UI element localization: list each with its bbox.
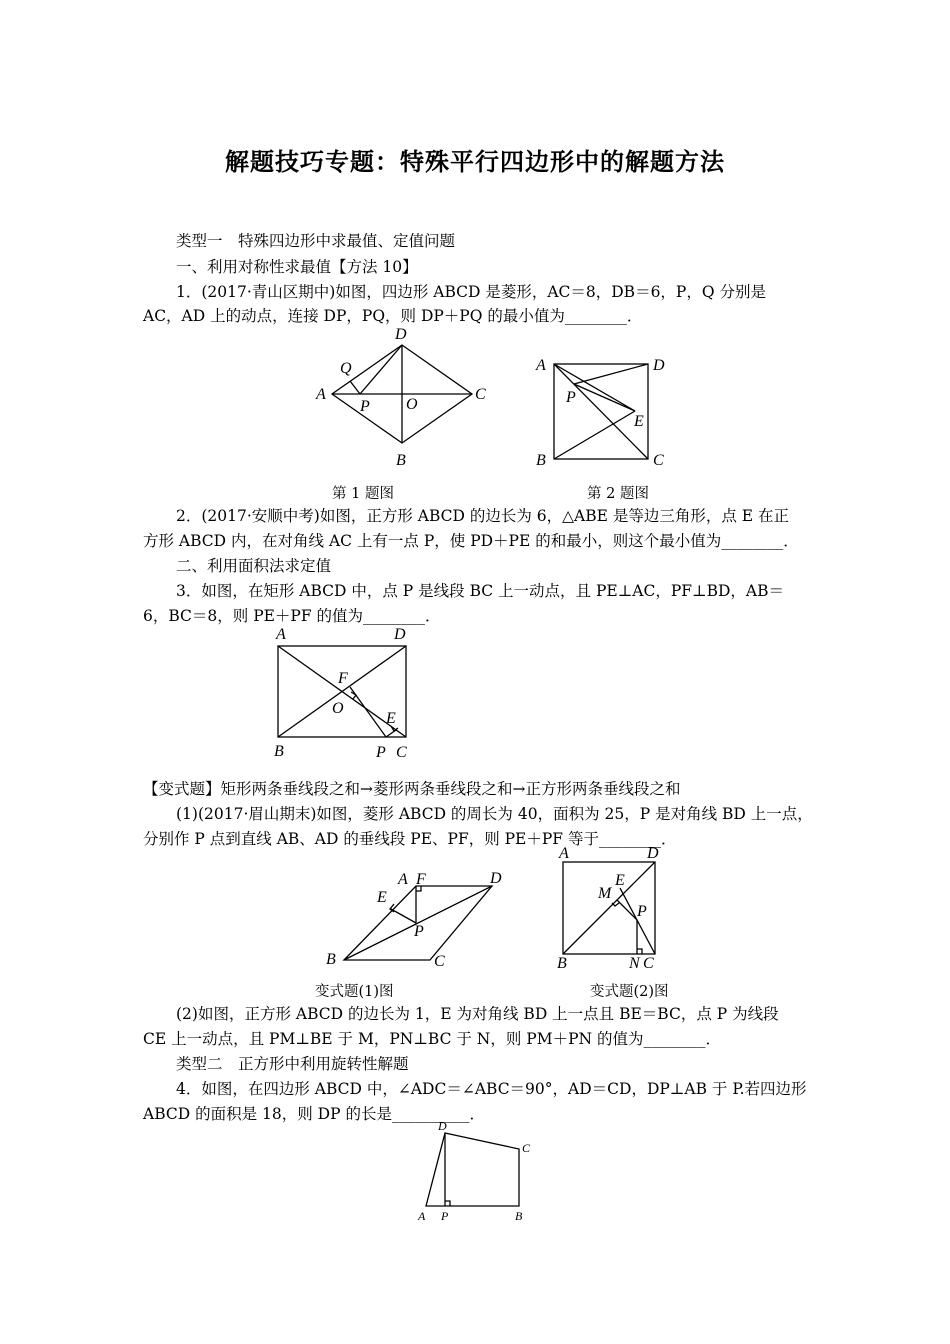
label-p: P <box>376 744 386 761</box>
question3-line1: 3．如图，在矩形 ABCD 中，点 P 是线段 BC 上一动点，且 PE⊥AC，PF⊥BD，AB＝ <box>176 582 785 600</box>
label-d: D <box>394 626 406 643</box>
variant1-line2: 分别作 P 点到直线 AB、AD 的垂线段 PE、PF，则 PE＋PF 等于________． <box>143 830 677 848</box>
label-e: E <box>386 710 396 727</box>
segment-pe <box>574 384 635 411</box>
question2-line2: 方形 ABCD 内，在对角线 AC 上有一点 P，使 PD＋PE 的和最小，则这个最小值为________． <box>143 532 799 550</box>
label-d: D <box>490 870 502 887</box>
label-q: Q <box>340 360 352 377</box>
right-angle-m <box>612 903 619 906</box>
question4-line1: 4．如图，在四边形 ABCD 中，∠ADC＝∠ABC＝90°，AD＝CD，DP⊥AB 于 P.若四边形 <box>176 1080 807 1098</box>
label-c: C <box>475 386 486 403</box>
right-angle-p <box>445 1201 450 1206</box>
quadrilateral-outline <box>426 1133 519 1206</box>
type2-heading: 类型二 正方形中利用旋转性解题 <box>176 1055 409 1073</box>
segment-dp <box>574 364 648 384</box>
label-m: M <box>598 885 612 902</box>
page-title: 解题技巧专题：特殊平行四边形中的解题方法 <box>225 147 725 176</box>
label-a: A <box>536 357 546 374</box>
label-d: D <box>653 357 665 374</box>
question1-line1: 1．(2017·青山区期中)如图，四边形 ABCD 是菱形，AC＝8，DB＝6，P，Q 分别是 <box>176 283 767 301</box>
question1-line2: AC，AD 上的动点，连接 DP，PQ，则 DP＋PQ 的最小值为________． <box>143 307 643 325</box>
label-c: C <box>522 1141 531 1155</box>
label-f: F <box>416 871 426 888</box>
segment-pq <box>350 381 360 394</box>
section1-heading: 一、利用对称性求最值【方法 10】 <box>176 258 418 276</box>
label-a: A <box>559 845 569 862</box>
segment-pe <box>391 909 416 923</box>
label-c: C <box>434 953 445 970</box>
label-c: C <box>643 955 654 972</box>
label-d: D <box>395 326 407 343</box>
label-o: O <box>406 396 418 413</box>
figure-2-square <box>530 350 680 475</box>
section2-heading: 二、利用面积法求定值 <box>176 557 332 575</box>
variant-figure-2-caption: 变式题(2)图 <box>590 984 669 1000</box>
right-angle-n <box>637 949 642 954</box>
figure-4-quadrilateral <box>410 1118 540 1228</box>
label-b: B <box>396 452 406 469</box>
label-a: A <box>276 626 286 643</box>
label-p: P <box>637 903 647 920</box>
label-a: A <box>316 386 326 403</box>
label-e: E <box>634 413 644 430</box>
label-b: B <box>536 452 546 469</box>
figure-2-caption: 第 2 题图 <box>587 486 649 502</box>
figure-3-rectangle <box>268 623 428 763</box>
label-n: N <box>629 955 640 972</box>
label-d: D <box>438 1119 447 1133</box>
type1-heading: 类型一 特殊四边形中求最值、定值问题 <box>176 232 456 250</box>
label-p: P <box>360 398 370 415</box>
label-p: P <box>441 1209 449 1223</box>
label-a: A <box>398 871 408 888</box>
label-b: B <box>557 955 567 972</box>
label-e: E <box>615 872 625 889</box>
label-o: O <box>332 700 344 717</box>
label-d: D <box>647 845 659 862</box>
label-a: A <box>418 1209 426 1223</box>
question4-line2: ABCD 的面积是 18，则 DP 的长是__________． <box>143 1105 485 1123</box>
label-e: E <box>377 889 387 906</box>
label-b: B <box>274 743 284 760</box>
variant1-line1: (1)(2017·眉山期末)如图，菱形 ABCD 的周长为 40，面积为 25，P 是对角线 BD 上一点， <box>176 805 813 823</box>
figure-1-rhombus <box>310 325 510 475</box>
variant-figure-1-caption: 变式题(1)图 <box>315 984 394 1000</box>
label-p: P <box>566 389 576 406</box>
label-c: C <box>396 744 407 761</box>
segment-be <box>554 411 635 459</box>
segment-pm <box>617 900 637 920</box>
variant-figure-2-square <box>555 845 675 973</box>
figure-1-caption: 第 1 题图 <box>332 486 394 502</box>
variant-heading: 【变式题】矩形两条垂线段之和→菱形两条垂线段之和→正方形两条垂线段之和 <box>143 780 681 798</box>
label-b: B <box>326 951 336 968</box>
label-p: P <box>414 923 424 940</box>
variant2-line2: CE 上一动点，且 PM⊥BE 于 M，PN⊥BC 于 N，则 PM＋PN 的值为________． <box>143 1030 722 1048</box>
label-c: C <box>653 452 664 469</box>
label-f: F <box>338 670 348 687</box>
variant2-line1: (2)如图，正方形 ABCD 的边长为 1，E 为对角线 BD 上一点且 BE＝BC，点 P 为线段 <box>176 1005 779 1023</box>
question3-line2: 6，BC＝8，则 PE＋PF 的值为________． <box>143 607 441 625</box>
right-angle-e <box>390 904 394 912</box>
variant-figure-1-rhombus <box>320 866 520 971</box>
question2-line1: 2．(2017·安顺中考)如图，正方形 ABCD 的边长为 6，△ABE 是等边三角形，点 E 在正 <box>176 507 790 525</box>
label-b: B <box>515 1209 523 1223</box>
